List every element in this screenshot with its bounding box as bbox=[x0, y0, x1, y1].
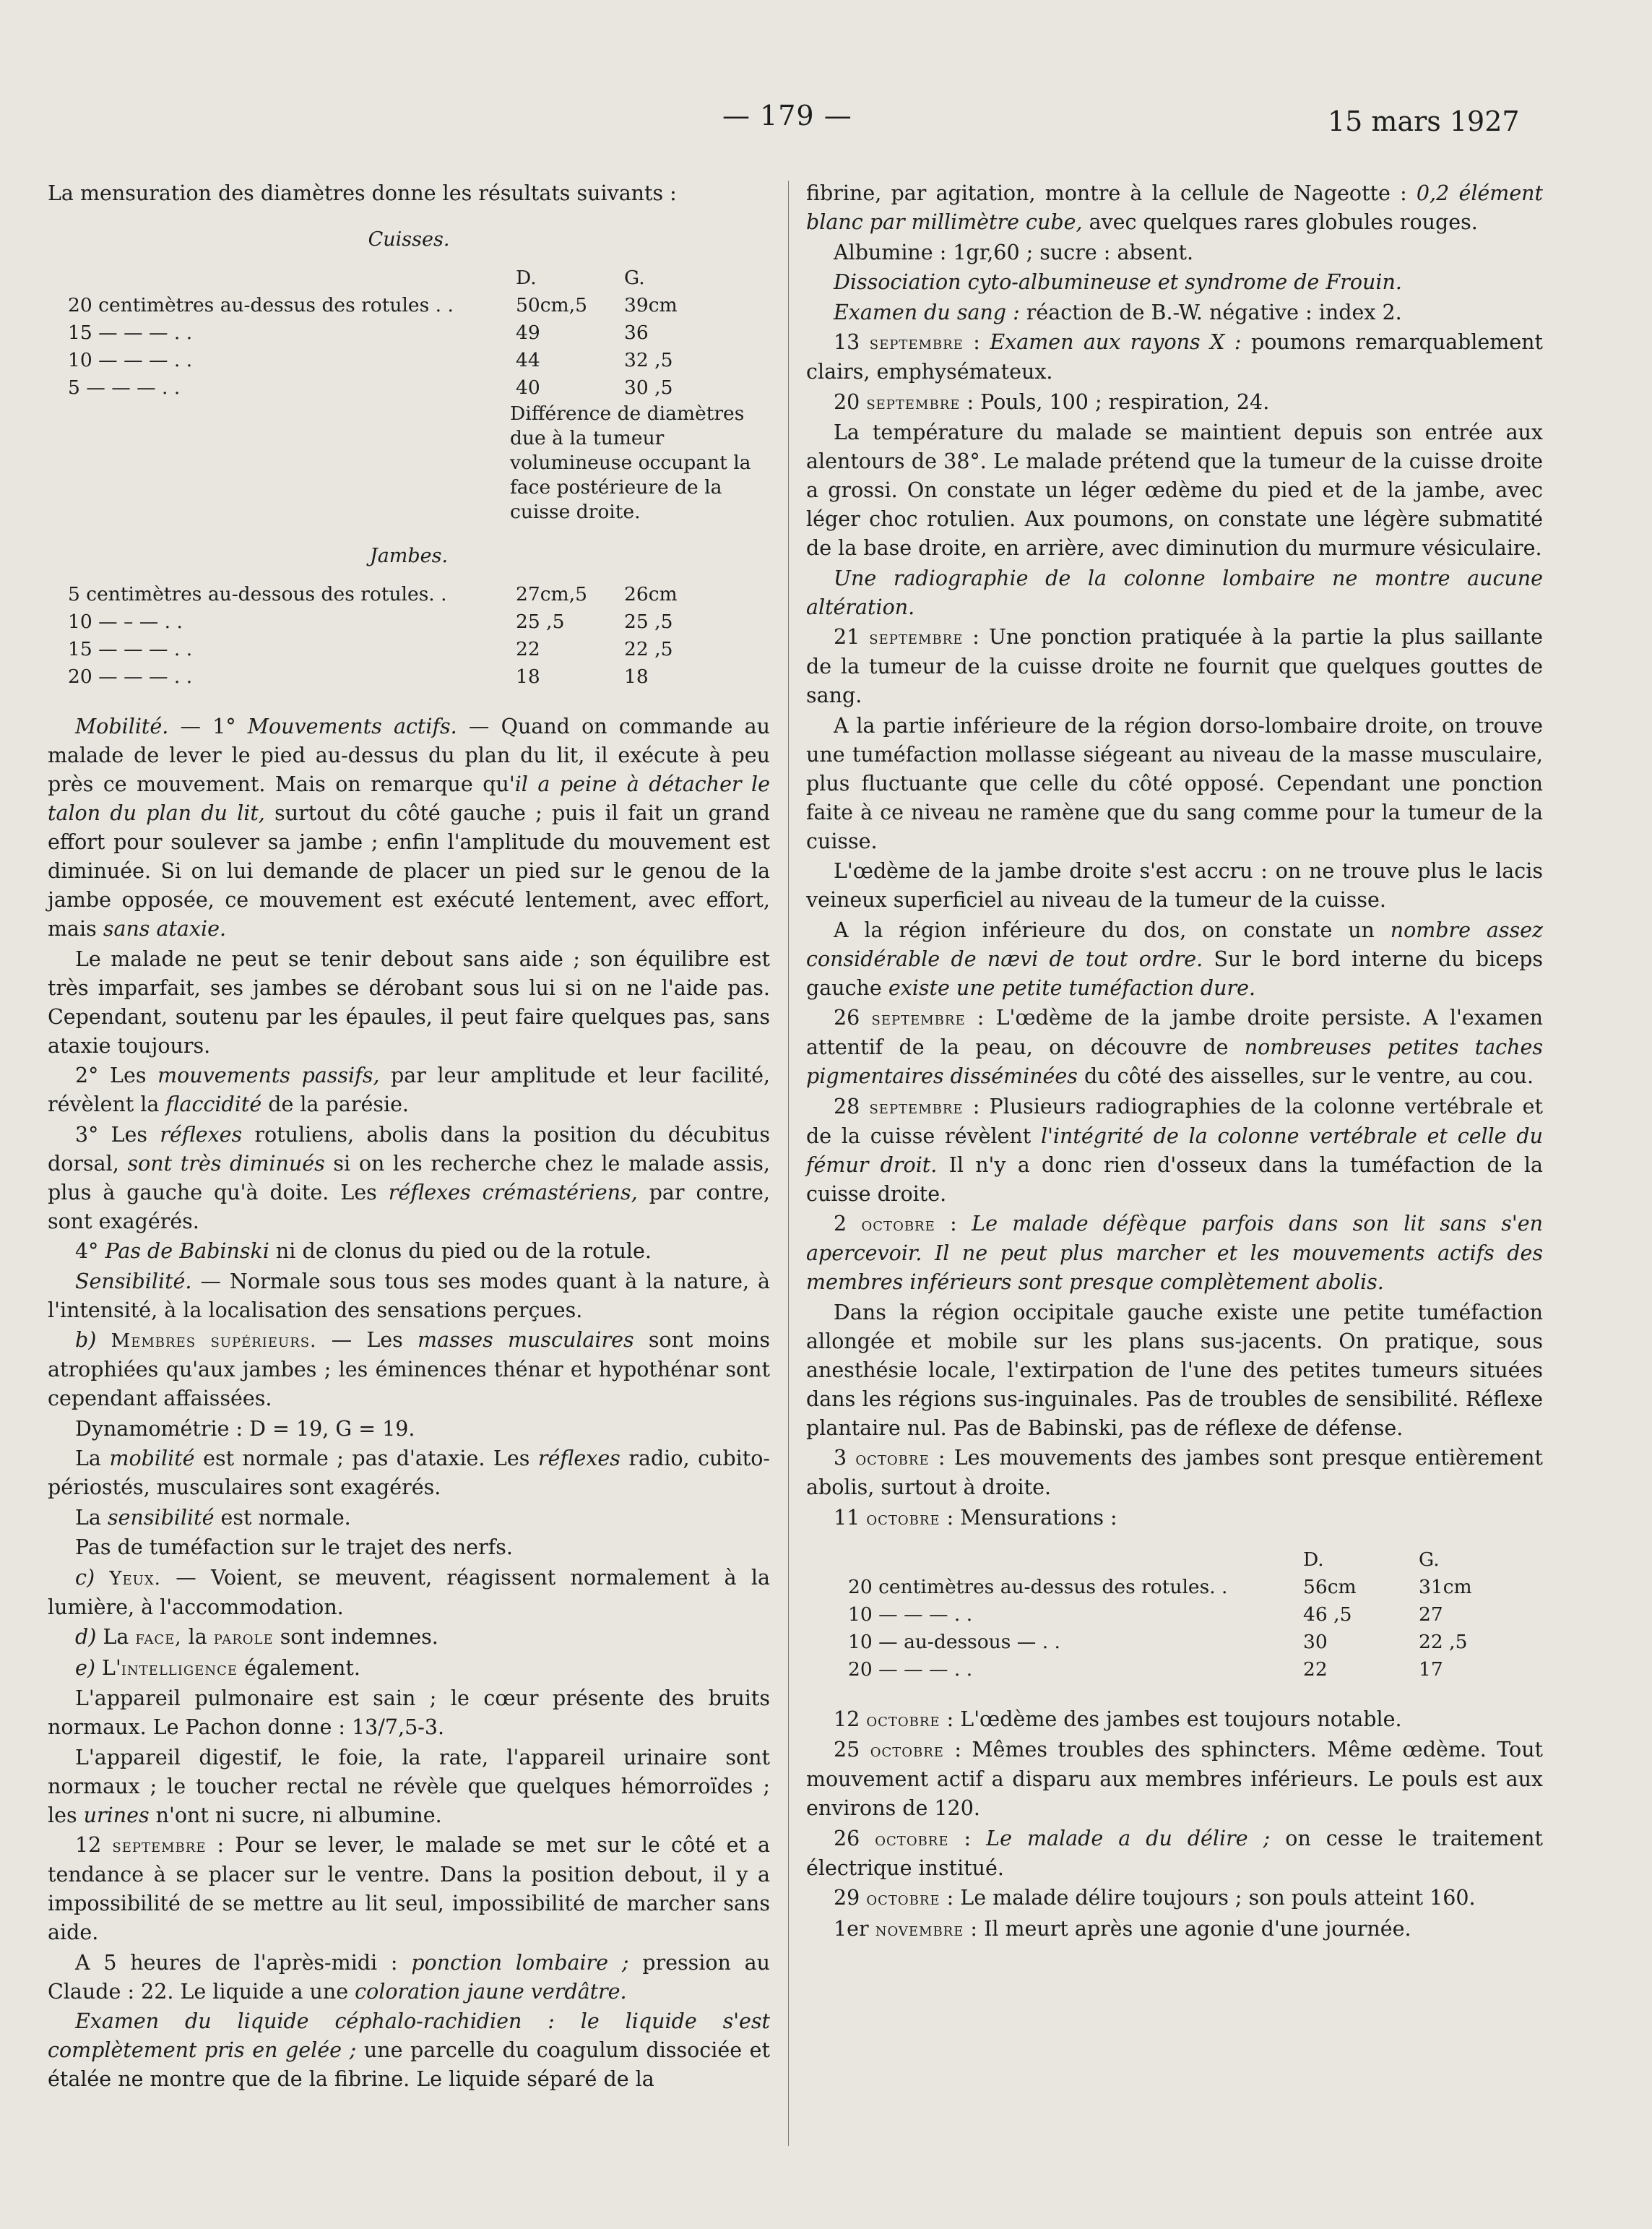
mensurations-table bbox=[848, 1546, 1541, 1683]
row-label: 5 centimètres au-dessous des rotules. . bbox=[68, 583, 447, 605]
yeux-paragraph: c) Yeux. — Voient, se meuvent, réagissent normalement à la lumière, à l'accommodation. bbox=[48, 1565, 771, 1619]
row-d: 49 bbox=[516, 322, 540, 344]
table-row bbox=[848, 1601, 1541, 1629]
table-row bbox=[68, 663, 761, 691]
row-d: 18 bbox=[516, 665, 540, 688]
occipitale-paragraph: Dans la région occipitale gauche existe une petite tuméfaction allongée et mobile sur les plans sus-jacents. On pratique, sous anesthésie locale, l'extirpation de l'une des petites tumeurs situées dans les régions sus-inguinales. Pas de troubles de sensibilité. Réflexe plantaire nul. Pas de Babinski, pas de réflexe de défense. bbox=[806, 1300, 1543, 1440]
table-row bbox=[68, 347, 761, 374]
sept-28-paragraph: 28 septembre : Plusieurs radiographies de la colonne vertébrale et de la cuisse révèlent l'intégrité de la colonne vertébrale et celle du fémur droit. Il n'y a donc rien d'osseux dans la tuméfaction de la cuisse droite. bbox=[806, 1094, 1544, 1206]
row-label: 15 — — — . . bbox=[68, 322, 193, 344]
sept-20-paragraph: 20 septembre : Pouls, 100 ; respiration, 24. bbox=[834, 389, 1270, 414]
row-d: 22 bbox=[1303, 1657, 1328, 1681]
reflexes-paragraph: 3° Les réflexes rotuliens, abolis dans la position du décubitus dorsal, sont très diminués si on les recherche chez le malade assis, plus à gauche qu'à doite. Les réflexes crémastériens, par contre, sont exagérés. bbox=[48, 1122, 770, 1233]
row-g: 22 ,5 bbox=[1419, 1630, 1468, 1653]
row-g: 17 bbox=[1419, 1657, 1443, 1681]
row-g: 30 ,5 bbox=[624, 376, 673, 399]
digestif-paragraph: L'appareil digestif, le foie, la rate, l'appareil urinaire sont normaux ; le toucher rectal ne révèle que quelques hémorroïdes ; les urines n'ont ni sucre, ni albumine. bbox=[48, 1745, 770, 1827]
oct-29-paragraph: 29 octobre : Le malade délire toujours ; son pouls atteint 160. bbox=[834, 1886, 1476, 1910]
row-label: 5 — — — . . bbox=[68, 376, 181, 399]
radiographie-paragraph: Une radiographie de la colonne lombaire ne montre aucune altération. bbox=[806, 566, 1543, 619]
row-label: 15 — — — . . bbox=[68, 638, 193, 660]
table-row bbox=[848, 1629, 1541, 1656]
row-d: 27cm,5 bbox=[516, 583, 587, 605]
jambes-heading: Jambes. bbox=[369, 545, 449, 567]
sang-paragraph: Examen du sang : réaction de B.-W. négative : index 2. bbox=[834, 300, 1402, 324]
row-label: 20 — — — . . bbox=[68, 665, 193, 688]
naevi-paragraph: A la région inférieure du dos, on constate un nombre assez considérable de nævi de tout ordre. Sur le bord interne du biceps gauche existe une petite tuméfaction dure. bbox=[806, 918, 1543, 1000]
row-g: 22 ,5 bbox=[624, 638, 673, 660]
ponction-paragraph: A 5 heures de l'après-midi : ponction lombaire ; pression au Claude : 22. Le liquide a une coloration jaune verdâtre. bbox=[48, 1950, 770, 2004]
row-d: 40 bbox=[516, 376, 540, 399]
row-d: 44 bbox=[516, 349, 540, 371]
table-header-row bbox=[848, 1546, 1541, 1574]
dorso-lombaire-paragraph: A la partie inférieure de la région dorso-lombaire droite, on trouve une tuméfaction mollasse siégeant au niveau de la masse musculaire, plus fluctuante que celle du côté opposé. Cependant une ponction faite à ce niveau ne ramène que du sang comme pour la tumeur de la cuisse. bbox=[806, 713, 1543, 853]
row-d: 50cm,5 bbox=[516, 294, 587, 316]
babinski-paragraph: 4° Pas de Babinski ni de clonus du pied ou de la rotule. bbox=[75, 1239, 652, 1263]
oct-25-paragraph: 25 octobre : Mêmes troubles des sphincters. Même œdème. Tout mouvement actif a disparu aux membres inférieurs. Le pouls est aux environs de 120. bbox=[806, 1738, 1543, 1820]
table-row bbox=[848, 1656, 1541, 1683]
table-header-row bbox=[68, 264, 761, 292]
albumine-paragraph: Albumine : 1gr,60 ; sucre : absent. bbox=[834, 240, 1194, 264]
oct-26-paragraph: 26 octobre : Le malade a du délire ; on cesse le traitement électrique institué. bbox=[806, 1826, 1543, 1880]
dynamometrie-paragraph: Dynamométrie : D = 19, G = 19. bbox=[75, 1416, 415, 1441]
oct-11-paragraph: 11 octobre : Mensurations : bbox=[834, 1505, 1117, 1530]
cuisses-table bbox=[68, 264, 761, 402]
cuisses-note: Différence de diamètres due à la tumeur volumineuse occupant la face postérieure de la cuisse droite. bbox=[510, 402, 751, 523]
row-d: 56cm bbox=[1303, 1575, 1357, 1598]
temperature-paragraph: La température du malade se maintient depuis son entrée aux alentours de 38°. Le malade prétend que la tumeur de la cuisse droite a grossi. On constate un léger œdème du pied et de la jambe, avec léger choc rotulien. Aux poumons, on constate une légère submatité de la base droite, en arrière, avec diminution du murmure vésiculaire. bbox=[806, 421, 1543, 560]
row-label: 20 centimètres au-dessus des rotules . . bbox=[68, 294, 454, 316]
row-g: 27 bbox=[1419, 1603, 1443, 1626]
oedeme-paragraph: L'œdème de la jambe droite s'est accru : on ne trouve plus le lacis veineux superficiel au niveau de la tumeur de la cuisse. bbox=[806, 859, 1543, 912]
row-d: 22 bbox=[516, 638, 540, 660]
col-g-header: G. bbox=[1419, 1548, 1440, 1571]
table-row bbox=[848, 1574, 1541, 1601]
row-g: 26cm bbox=[624, 583, 678, 605]
fibrine-paragraph: fibrine, par agitation, montre à la cellule de Nageotte : 0,2 élément blanc par millimètre cube, avec quelques rares globules rouges. bbox=[806, 181, 1543, 234]
pulmonaire-paragraph: L'appareil pulmonaire est sain ; le cœur présente des bruits normaux. Le Pachon donne : 13/7,5-3. bbox=[48, 1686, 770, 1739]
issue-date: 15 mars 1927 bbox=[1328, 105, 1520, 137]
intelligence-paragraph: e) L'intelligence également. bbox=[75, 1655, 360, 1680]
row-d: 46 ,5 bbox=[1303, 1603, 1352, 1626]
nerfs-paragraph: Pas de tuméfaction sur le trajet des nerfs. bbox=[75, 1535, 513, 1559]
table-row bbox=[68, 374, 761, 402]
jambes-table bbox=[68, 581, 761, 691]
table-row bbox=[68, 581, 761, 608]
row-d: 30 bbox=[1303, 1630, 1328, 1653]
row-d: 25 ,5 bbox=[516, 611, 565, 633]
column-divider bbox=[788, 181, 789, 2146]
sept-12-paragraph: 12 septembre : Pour se lever, le malade se met sur le côté et a tendance à se placer sur le ventre. Dans la position debout, il y a impossibilité de se mettre au lit seul, impossibilité de marcher sans aide. bbox=[48, 1833, 770, 1944]
row-g: 39cm bbox=[624, 294, 678, 316]
row-label: 10 — – — . . bbox=[68, 611, 183, 633]
table-row bbox=[68, 292, 761, 319]
row-label: 10 — au-dessous — . . bbox=[848, 1630, 1060, 1653]
left-column bbox=[48, 179, 770, 2095]
col-d-header: D. bbox=[1303, 1548, 1324, 1571]
right-column bbox=[806, 179, 1543, 1945]
sept-21-paragraph: 21 septembre : Une ponction pratiquée à la partie la plus saillante de la tumeur de la cuisse droite ne fournit que quelques gouttes de sang. bbox=[806, 625, 1543, 707]
passifs-paragraph: 2° Les mouvements passifs, par leur amplitude et leur facilité, révèlent la flaccidité de la parésie. bbox=[48, 1064, 770, 1116]
nov-1-paragraph: 1er novembre : Il meurt après une agonie d'une journée. bbox=[834, 1916, 1411, 1941]
row-g: 31cm bbox=[1419, 1575, 1472, 1598]
table-row bbox=[68, 608, 761, 636]
row-label: 20 centimètres au-dessus des rotules. . bbox=[848, 1575, 1228, 1598]
row-label: 20 — — — . . bbox=[848, 1657, 973, 1681]
mobilite-sup-paragraph: La mobilité est normale ; pas d'ataxie. Les réflexes radio, cubito-périostés, musculaires sont exagérés. bbox=[48, 1447, 770, 1499]
row-label: 10 — — — . . bbox=[68, 349, 193, 371]
sensibilite-sup-paragraph: La sensibilité est normale. bbox=[75, 1505, 351, 1530]
col-g-header: G. bbox=[624, 267, 645, 289]
sensibilite-paragraph: Sensibilité. — Normale sous tous ses modes quant à la nature, à l'intensité, à la localisation des sensations perçues. bbox=[48, 1269, 770, 1322]
table-row bbox=[68, 319, 761, 347]
oct-2-paragraph: 2 octobre : Le malade défèque parfois dans son lit sans s'en apercevoir. Il ne peut plus marcher et les mouvements actifs des membres inférieurs sont presque complètement abolis. bbox=[806, 1212, 1543, 1294]
row-g: 32 ,5 bbox=[624, 349, 673, 371]
sept-26-paragraph: 26 septembre : L'œdème de la jambe droite persiste. A l'examen attentif de la peau, on découvre de nombreuses petites taches pigmentaires disséminées du côté des aisselles, sur le ventre, au cou. bbox=[806, 1006, 1544, 1088]
dissociation-paragraph: Dissociation cyto-albumineuse et syndrome de Frouin. bbox=[834, 270, 1402, 294]
liquide-paragraph: Examen du liquide céphalo-rachidien : le liquide s'est complètement pris en gelée ; une parcelle du coagulum dissociée et étalée ne montre que de la fibrine. Le liquide séparé de la bbox=[48, 2009, 771, 2091]
membres-superieurs-paragraph: b) Membres supérieurs. — Les masses musculaires sont moins atrophiées qu'aux jambes ; les éminences thénar et hypothénar sont cependant affaissées. bbox=[48, 1328, 770, 1410]
row-g: 18 bbox=[624, 665, 649, 688]
page-number: — 179 — bbox=[722, 100, 852, 132]
row-label: 10 — — — . . bbox=[848, 1603, 973, 1626]
oct-3-paragraph: 3 octobre : Les mouvements des jambes sont presque entièrement abolis, surtout à droite. bbox=[806, 1446, 1543, 1499]
cuisses-heading: Cuisses. bbox=[368, 228, 450, 251]
equilibre-paragraph: Le malade ne peut se tenir debout sans aide ; son équilibre est très imparfait, ses jambes se dérobant sous lui si on ne l'aide pas. Cependant, soutenu par les épaules, il peut faire quelques pas, sans ataxie toujours. bbox=[48, 947, 770, 1058]
row-g: 25 ,5 bbox=[624, 611, 673, 633]
sept-13-paragraph: 13 septembre : Examen aux rayons X : poumons remarquablement clairs, emphysémateux. bbox=[806, 330, 1543, 384]
col-d-header: D. bbox=[516, 267, 537, 289]
mobilite-paragraph: Mobilité. — 1° Mouvements actifs. — Quand on commande au malade de lever le pied au-dessus du plan du lit, il exécute à peu près ce mouvement. Mais on remarque qu'il a peine à détacher le talon du plan du lit, surtout du côté gauche ; puis il fait un grand effort pour soulever sa jambe ; enfin l'amplitude du mouvement est diminuée. Si on lui demande de placer un pied sur le genou de la jambe opposée, ce mouvement est exécuté lentement, avec effort, mais sans ataxie. bbox=[48, 715, 770, 941]
oct-12-paragraph: 12 octobre : L'œdème des jambes est toujours notable. bbox=[834, 1707, 1402, 1731]
row-g: 36 bbox=[624, 322, 649, 344]
table-row bbox=[68, 636, 761, 663]
face-paragraph: d) La face, la parole sont indemnes. bbox=[75, 1625, 438, 1649]
intro-paragraph: La mensuration des diamètres donne les résultats suivants : bbox=[48, 181, 677, 205]
